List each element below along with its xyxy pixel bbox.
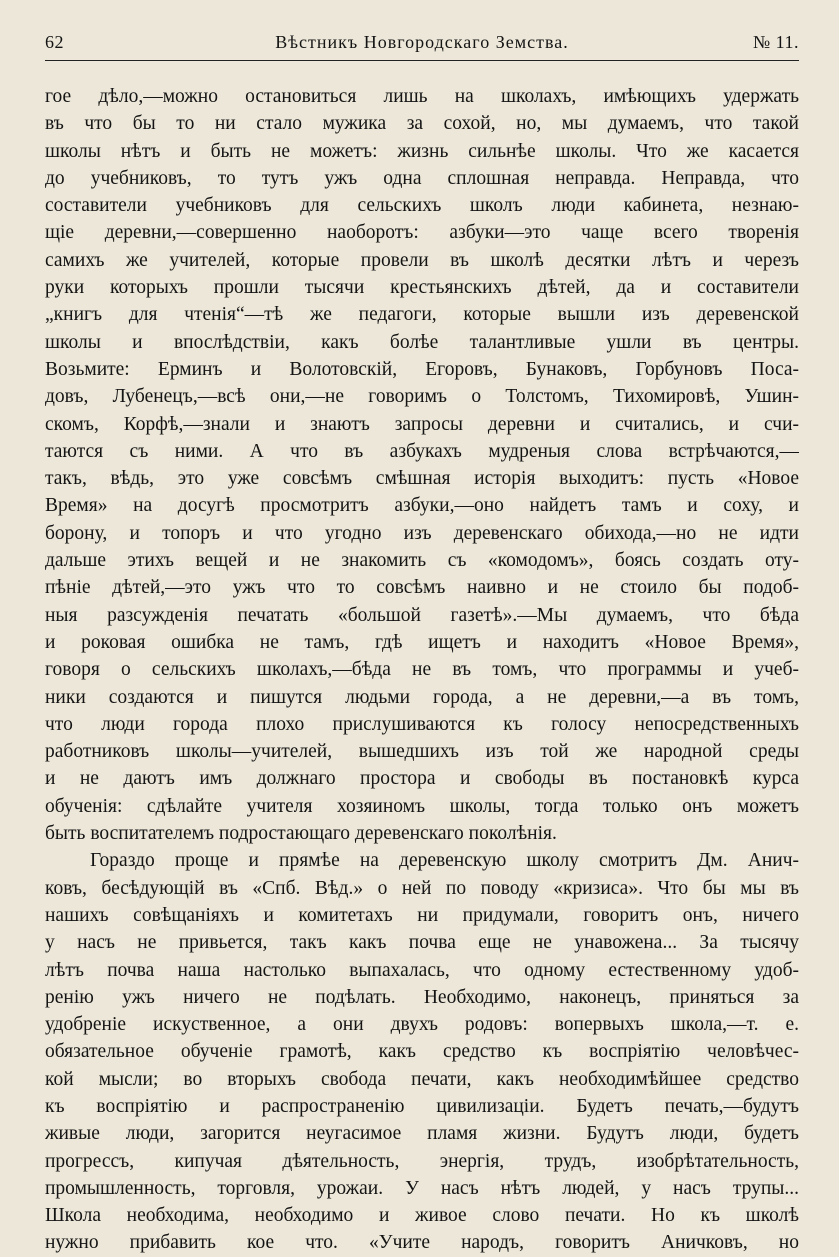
text-line: ренію ужъ ничего не подѣлать. Необходимо, наконецъ, приняться за [45, 986, 799, 1008]
text-line: ковъ, бесѣдующій въ «Спб. Вѣд.» о ней по поводу «кризиса». Что бы мы въ [45, 877, 799, 899]
text-line: живые люди, загорится неугасимое пламя жизни. Будутъ люди, будетъ [45, 1123, 799, 1145]
text-line: „книгъ для чтенія“—тѣ же педагоги, которые вышли изъ деревенской [45, 304, 799, 326]
text-line: къ воспріятію и распространенію цивилизаціи. Будетъ печать,—будутъ [45, 1095, 799, 1117]
text-line: удобреніе искуственное, а они двухъ родовъ: вопервыхъ школа,—т. е. [45, 1014, 799, 1036]
text-line: говоря о сельскихъ школахъ,—бѣда не въ томъ, что программы и учеб- [45, 659, 799, 681]
text-line: до учебниковъ, то тутъ ужъ одна сплошная неправда. Неправда, что [45, 167, 799, 189]
text-line: такъ, вѣдь, это уже совсѣмъ смѣшная исторія выходитъ: пусть «Новое [45, 468, 799, 490]
text-line: Время» на досугѣ просмотритъ азбуки,—оно найдетъ тамъ и соху, и [45, 495, 799, 517]
text-line: скомъ, Корфѣ,—знали и знаютъ запросы деревни и считались, и счи- [45, 413, 799, 435]
text-line: нужно прибавить кое что. «Учите народъ, говоритъ Аничковъ, но [45, 1232, 799, 1254]
text-line: щіе деревни,—совершенно наоборотъ: азбуки—это чаще всего творенія [45, 222, 799, 244]
text-line: нашихъ совѣщаніяхъ и комитетахъ ни придумали, говоритъ онъ, ничего [45, 904, 799, 926]
text-line: дальше этихъ вещей и не знакомить съ «комодомъ», боясь создать оту- [45, 550, 799, 572]
text-line: что люди города плохо прислушиваются къ голосу непосредственныхъ [45, 713, 799, 735]
text-line: и роковая ошибка не тамъ, гдѣ ищетъ и находитъ «Новое Время», [45, 631, 799, 653]
text-line: кой мысли; во вторыхъ свобода печати, какъ необходимѣйшее средство [45, 1068, 799, 1090]
journal-title: Вѣстникъ Новгородскаго Земства. [275, 32, 569, 52]
text-line: и не даютъ имъ должнаго простора и свободы въ постановкѣ курса [45, 768, 799, 790]
page-number: 62 [45, 32, 64, 52]
text-line: довъ, Лубенецъ,—всѣ они,—не говоримъ о Толстомъ, Тихомировѣ, Ушин- [45, 386, 799, 408]
text-line: въ что бы то ни стало мужика за сохой, но, мы думаемъ, что такой [45, 113, 799, 135]
text-line: школы и впослѣдствіи, какъ болѣе талантливые ушли въ центры. [45, 331, 799, 353]
text-line: гое дѣло,—можно остановиться лишь на школахъ, имѣющихъ удержать [45, 86, 799, 107]
text-line: ныя разсужденія печатать «большой газетѣ».—Мы думаемъ, что бѣда [45, 604, 799, 626]
page-header [45, 30, 799, 61]
text-line: у насъ не привьется, такъ какъ почва еще не унавожена... За тысячу [45, 932, 799, 954]
text-line: промышленность, торговля, урожаи. У насъ нѣтъ людей, у насъ трупы... [45, 1177, 799, 1199]
text-line: работниковъ школы—учителей, вышедшихъ изъ той же народной среды [45, 741, 799, 763]
text-line: прогрессъ, кипучая дѣятельность, энергія, трудъ, изобрѣтательность, [45, 1150, 799, 1172]
text-line: лѣтъ почва наша настолько выпахалась, что одному естественному удоб- [45, 959, 799, 981]
text-line: руки которыхъ прошли тысячи крестьянскихъ дѣтей, да и составители [45, 277, 799, 299]
text-line: Школа необходима, необходимо и живое слово печати. Но къ школѣ [45, 1205, 799, 1227]
text-line: быть воспитателемъ подростающаго деревенскаго поколѣнія. [45, 823, 557, 845]
text-line: таются съ ними. А что въ азбукахъ мудреныя слова встрѣчаются,— [45, 440, 799, 462]
article-body [45, 83, 799, 1257]
text-line: борону, и топоръ и что угодно изъ деревенскаго обихода,—но не идти [45, 522, 799, 544]
text-line: школы нѣтъ и быть не можетъ: жизнь сильнѣе школы. Что же касается [45, 140, 799, 162]
text-line: пѣніе дѣтей,—это ужъ что то совсѣмъ наивно и не стоило бы подоб- [45, 577, 799, 599]
text-line: обязательное обученіе грамотѣ, какъ средство къ воспріятію человѣчес- [45, 1041, 799, 1063]
text-line: Возьмите: Ерминъ и Волотовскій, Егоровъ, Бунаковъ, Горбуновъ Поса- [45, 358, 799, 380]
text-line: составители учебниковъ для сельскихъ школъ люди кабинета, незнаю- [45, 195, 799, 217]
text-line: ники создаются и пишутся людьми города, а не деревни,—а въ томъ, [45, 686, 799, 708]
text-line: Гораздо проще и прямѣе на деревенскую школу смотритъ Дм. Анич- [90, 850, 799, 872]
text-line: самихъ же учителей, которые провели въ школѣ десятки лѣтъ и черезъ [45, 249, 799, 271]
paragraph [45, 847, 799, 1256]
issue-number: № 11. [752, 32, 799, 52]
paragraph [45, 83, 799, 847]
text-line: обученія: сдѣлайте учителя хозяиномъ школы, тогда только онъ можетъ [45, 795, 799, 817]
